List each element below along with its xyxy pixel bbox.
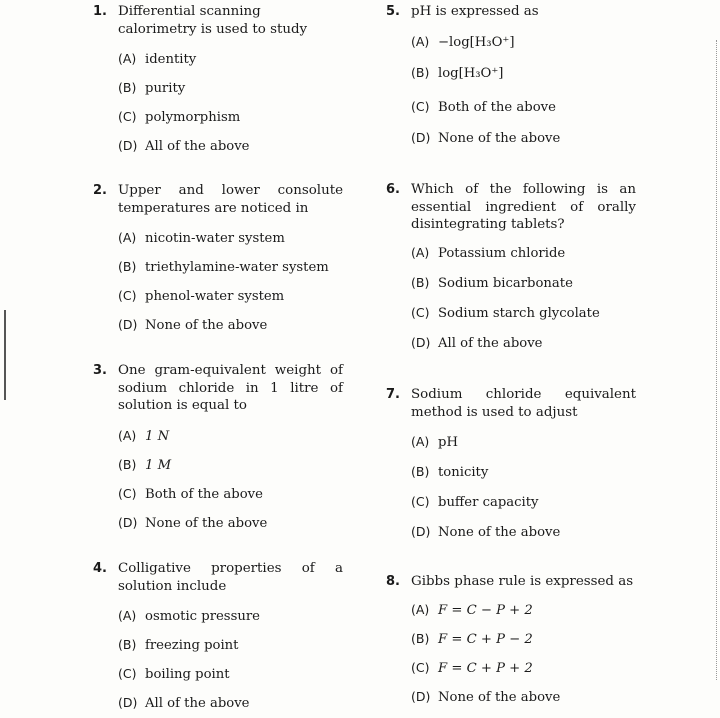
option-c	[93, 281, 343, 310]
question-number: 3.	[93, 363, 107, 378]
option-text: nicotin-water system	[145, 231, 285, 246]
option-a	[93, 601, 343, 630]
question-number: 4.	[93, 561, 107, 576]
option-b	[93, 73, 343, 102]
option-text: −log[H₃O⁺]	[438, 34, 515, 50]
option-text: F = C − P + 2	[438, 602, 533, 618]
question-text: Upper and lower consolute temperatures are noticed in	[118, 183, 343, 216]
option-list	[93, 601, 343, 717]
option-a	[93, 421, 343, 450]
question-text: Gibbs phase rule is expressed as	[411, 574, 634, 589]
option-letter: (A)	[411, 434, 430, 449]
question-8	[386, 573, 636, 711]
option-letter: (C)	[411, 659, 430, 675]
option-d	[386, 517, 636, 547]
question-stem	[386, 3, 636, 21]
option-d	[93, 131, 343, 160]
option-text: All of the above	[145, 696, 250, 711]
option-c	[93, 659, 343, 688]
option-d	[93, 310, 343, 339]
option-letter: (C)	[411, 494, 430, 509]
option-letter: (A)	[118, 230, 137, 245]
option-text: 1 M	[145, 457, 172, 473]
option-list	[386, 27, 636, 152]
question-text: Sodium chloride equivalent method is used to adjust	[411, 387, 636, 420]
option-text: tonicity	[438, 465, 489, 480]
question-4	[93, 560, 343, 717]
option-c	[93, 479, 343, 508]
option-text: log[H₃O⁺]	[438, 65, 504, 81]
option-letter: (A)	[118, 427, 137, 443]
option-letter: (D)	[118, 514, 138, 530]
option-b	[386, 268, 636, 298]
option-text: Both of the above	[438, 99, 556, 115]
option-letter: (A)	[411, 601, 430, 617]
option-text: None of the above	[145, 515, 268, 531]
option-d	[93, 508, 343, 537]
option-a	[386, 238, 636, 268]
option-list	[93, 44, 343, 160]
question-number: 8.	[386, 574, 400, 589]
option-b	[93, 252, 343, 281]
question-stem	[93, 3, 343, 38]
option-letter: (B)	[118, 637, 137, 652]
option-text: All of the above	[145, 139, 250, 154]
option-text: osmotic pressure	[145, 609, 260, 624]
option-text: freezing point	[145, 638, 239, 653]
option-d	[386, 123, 636, 152]
option-text: Sodium bicarbonate	[438, 275, 573, 291]
option-c	[386, 653, 636, 682]
option-b	[93, 630, 343, 659]
option-text: triethylamine-water system	[145, 260, 329, 275]
question-7	[386, 386, 636, 547]
option-letter: (B)	[411, 274, 430, 290]
question-number: 2.	[93, 183, 107, 198]
question-text: pH is expressed as	[411, 4, 539, 19]
option-letter: (B)	[411, 64, 430, 80]
option-letter: (A)	[411, 244, 430, 260]
question-stem	[386, 573, 636, 591]
option-letter: (A)	[118, 51, 137, 66]
option-text: F = C + P − 2	[438, 631, 533, 647]
option-letter: (D)	[118, 138, 138, 153]
option-text: boiling point	[145, 667, 230, 682]
option-list	[386, 427, 636, 547]
option-text: Sodium starch glycolate	[438, 305, 600, 321]
option-list	[93, 223, 343, 339]
question-stem	[93, 182, 343, 217]
question-1	[93, 3, 343, 160]
option-a	[386, 595, 636, 624]
option-text: buffer capacity	[438, 495, 539, 510]
question-text: Colligative properties of a solution include	[118, 561, 343, 594]
option-letter: (D)	[118, 695, 138, 710]
option-text: Both of the above	[145, 486, 263, 502]
option-letter: (C)	[118, 109, 137, 124]
option-d	[386, 328, 636, 358]
option-c	[93, 102, 343, 131]
option-text: identity	[145, 52, 197, 67]
question-2	[93, 182, 343, 339]
option-text: phenol-water system	[145, 289, 285, 304]
question-number: 7.	[386, 387, 400, 402]
question-stem	[93, 560, 343, 595]
option-a	[386, 427, 636, 457]
option-list	[386, 595, 636, 711]
option-letter: (D)	[411, 129, 431, 145]
option-letter: (B)	[411, 630, 430, 646]
option-letter: (B)	[411, 464, 430, 479]
option-d	[93, 688, 343, 717]
question-5	[386, 3, 636, 152]
question-text: Which of the following is an essential ingredient of orally disintegrating tablets?	[411, 182, 636, 232]
option-a	[386, 27, 636, 56]
option-c	[386, 487, 636, 517]
option-text: 1 N	[145, 428, 170, 444]
option-letter: (B)	[118, 259, 137, 274]
question-6	[386, 181, 636, 358]
option-a	[93, 223, 343, 252]
question-number: 1.	[93, 4, 107, 19]
option-a	[93, 44, 343, 73]
option-c	[386, 298, 636, 328]
option-letter: (D)	[411, 688, 431, 704]
option-text: None of the above	[438, 689, 561, 705]
option-b	[386, 457, 636, 487]
option-c	[386, 90, 636, 123]
option-text: None of the above	[438, 130, 561, 146]
option-letter: (C)	[118, 288, 137, 303]
option-letter: (B)	[118, 80, 137, 95]
option-letter: (B)	[118, 456, 137, 472]
question-stem	[93, 362, 343, 415]
option-b	[93, 450, 343, 479]
option-b	[386, 56, 636, 90]
option-letter: (C)	[411, 304, 430, 320]
option-letter: (A)	[411, 33, 430, 49]
option-letter: (A)	[118, 608, 137, 623]
option-letter: (C)	[118, 666, 137, 681]
option-d	[386, 682, 636, 711]
question-stem	[386, 181, 636, 234]
option-text: purity	[145, 81, 186, 96]
option-letter: (D)	[411, 524, 431, 539]
option-letter: (C)	[118, 485, 137, 501]
option-letter: (D)	[411, 334, 431, 350]
option-text: None of the above	[438, 525, 561, 540]
question-number: 6.	[386, 182, 400, 197]
option-text: F = C + P + 2	[438, 660, 533, 676]
option-text: pH	[438, 435, 458, 450]
option-text: All of the above	[438, 335, 543, 351]
question-3	[93, 362, 343, 537]
question-stem	[386, 386, 636, 421]
option-list	[386, 238, 636, 358]
option-text: polymorphism	[145, 110, 241, 125]
question-text: Differential scanning calorimetry is used to study	[118, 4, 308, 37]
scan-edge-mark	[4, 310, 6, 400]
option-text: None of the above	[145, 318, 268, 333]
option-letter: (C)	[411, 98, 430, 114]
option-b	[386, 624, 636, 653]
option-text: Potassium chloride	[438, 245, 566, 261]
scan-right-edge	[715, 40, 717, 680]
option-list	[93, 421, 343, 537]
option-letter: (D)	[118, 317, 138, 332]
question-text: One gram-equivalent weight of sodium chloride in 1 litre of solution is equal to	[118, 363, 343, 413]
question-number: 5.	[386, 4, 400, 19]
